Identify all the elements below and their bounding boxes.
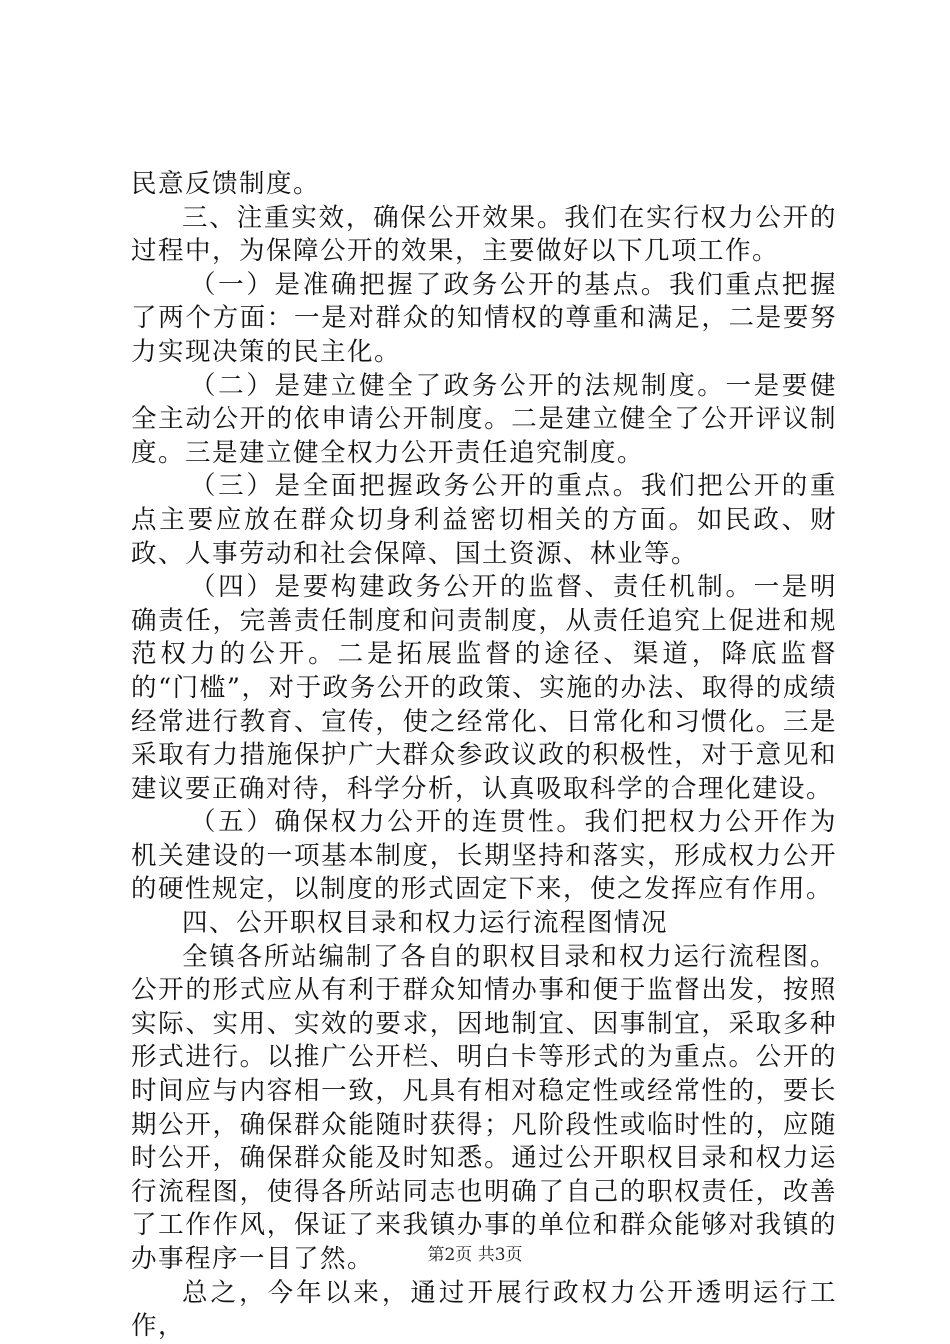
paragraph-item-five: （五）确保权力公开的连贯性。我们把权力公开作为机关建设的一项基本制度，长期坚持和落实，形成权力公开的硬性规定，以制度的形式固定下来，使之发挥应有作用。 [131, 807, 837, 905]
paragraph-section-four-heading: 四、公开职权目录和权力运行流程图情况 [182, 908, 669, 939]
paragraph-item-four: （四）是要构建政务公开的监督、责任机制。一是明确责任，完善责任制度和问责制度，从责任追究上促进和规范权力的公开。二是拓展监督的途径、渠道，降底监督的“门槛”，对于政务公开的政策、实施的办法、取得的成绩经常进行教育、宣传，使之经常化、日常化和习惯化。三是采取有力措施保护广大群众参政议政的积极性，对于意见和建议要正确对待，科学分析，认真吸取科学的合理化建设。 [131, 572, 837, 804]
paragraph-section-three-heading: 三、注重实效，确保公开效果。我们在实行权力公开的过程中，为保障公开的效果，主要做好以下几项工作。 [131, 202, 837, 267]
paragraph-conclusion: 总之，今年以来，通过开展行政权力公开透明运行工作， [131, 1277, 837, 1342]
page-footer: 第2页 共3页 [427, 1245, 523, 1265]
document-body [131, 168, 837, 1344]
paragraph-item-one: （一）是准确把握了政务公开的基点。我们重点把握了两个方面：一是对群众的知情权的尊重和满足，二是要努力实现决策的民主化。 [131, 269, 837, 367]
paragraph-continuation: 民意反馈制度。 [131, 169, 321, 199]
paragraph-section-four-body: 全镇各所站编制了各自的职权目录和权力运行流程图。公开的形式应从有利于群众知情办事和便于监督出发，按照实际、实用、实效的要求，因地制宜、因事制宜，采取多种形式进行。以推广公开栏、明白卡等形式的为重点。公开的时间应与内容相一致，凡具有相对稳定性或经常性的，要长期公开，确保群众能随时获得；凡阶段性或临时性的，应随时公开，确保群众能及时知悉。通过公开职权目录和权力运行流程图，使得各所站同志也明确了自己的职权责任，改善了工作作风，保证了来我镇办事的单位和群众能够对我镇的办事程序一目了然。 [131, 941, 837, 1274]
paragraph-item-two: （二）是建立健全了政务公开的法规制度。一是要健全主动公开的依申请公开制度。二是建立健全了公开评议制度。三是建立健全权力公开责任追究制度。 [131, 370, 837, 468]
paragraph-item-three: （三）是全面把握政务公开的重点。我们把公开的重点主要应放在群众切身利益密切相关的方面。如民政、财政、人事劳动和社会保障、国土资源、林业等。 [131, 471, 837, 569]
